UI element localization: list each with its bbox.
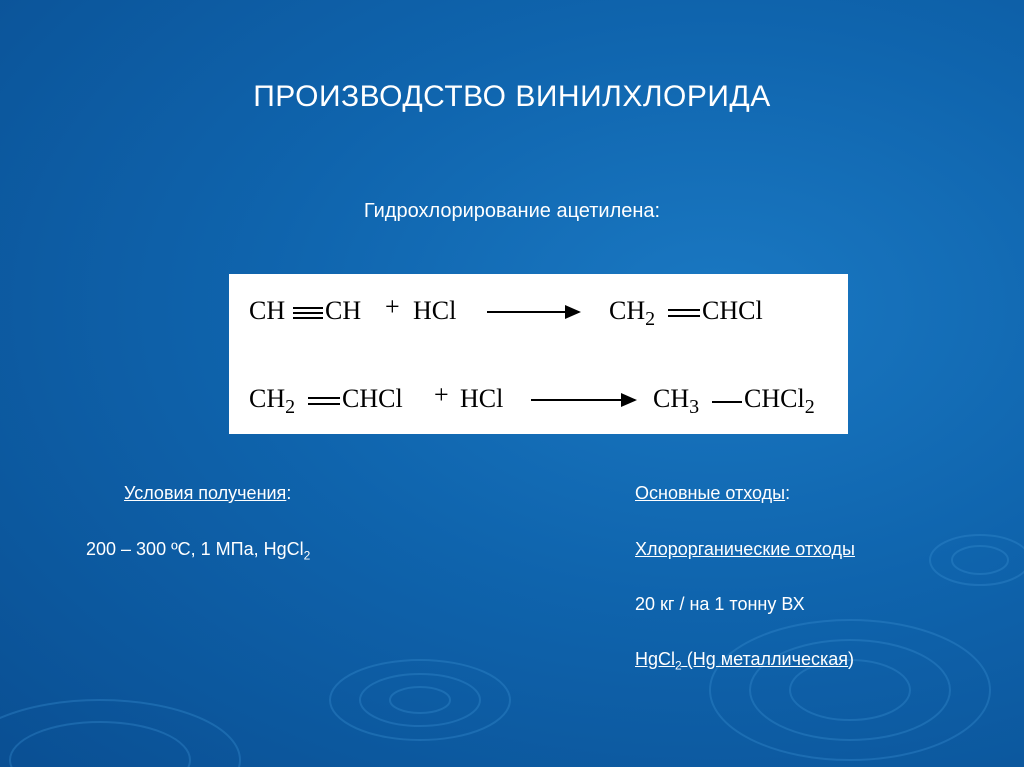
eq1-triple-bond-line2	[293, 312, 323, 314]
conditions-value: 200 – 300 ºС, 1 МПа, HgCl$_2$	[86, 539, 311, 563]
eq1-reactant1-a: CH	[249, 296, 286, 325]
eq1-arrow-icon	[487, 311, 579, 313]
eq2-double-bond-line1	[308, 397, 340, 399]
eq1-double-bond-line1	[668, 309, 700, 311]
waste-heading: Основные отходы:	[635, 483, 791, 503]
equation-box	[229, 274, 848, 434]
section-subtitle: Гидрохлорирование ацетилена:	[363, 200, 661, 222]
eq1-plus: +	[385, 292, 400, 321]
waste-item-mercury: HgCl$_2$ (Hg металлическая)	[635, 649, 855, 673]
waste-item-organochlorine: Хлорорганические отходы	[635, 539, 855, 559]
eq1-triple-bond-line1	[293, 307, 323, 309]
eq2-product-a: $CH_3$	[653, 384, 700, 418]
waste-item-per-ton: 20 кг / на 1 тонну ВХ	[635, 594, 805, 614]
eq2-reactant2: HCl	[460, 384, 504, 413]
eq2-arrow-icon	[531, 399, 635, 401]
eq2-double-bond-line2	[308, 403, 340, 405]
eq2-product-b: CHCl$_2$	[744, 384, 815, 418]
eq2-reactant1-b: CHCl	[342, 384, 403, 413]
eq1-double-bond-line2	[668, 315, 700, 317]
eq2-single-bond	[712, 401, 742, 403]
eq1-product-a: $CH_2$	[609, 296, 656, 330]
page-title: ПРОИЗВОДСТВО ВИНИЛХЛОРИДА	[253, 80, 771, 113]
eq1-reactant1-b: CH	[325, 296, 362, 325]
eq2-plus: +	[434, 380, 449, 409]
conditions-heading: Условия получения:	[124, 483, 292, 503]
eq1-reactant2: HCl	[413, 296, 457, 325]
eq1-triple-bond-line3	[293, 317, 323, 319]
eq2-reactant1-a: $CH_2$	[249, 384, 296, 418]
eq1-product-b: CHCl	[702, 296, 763, 325]
